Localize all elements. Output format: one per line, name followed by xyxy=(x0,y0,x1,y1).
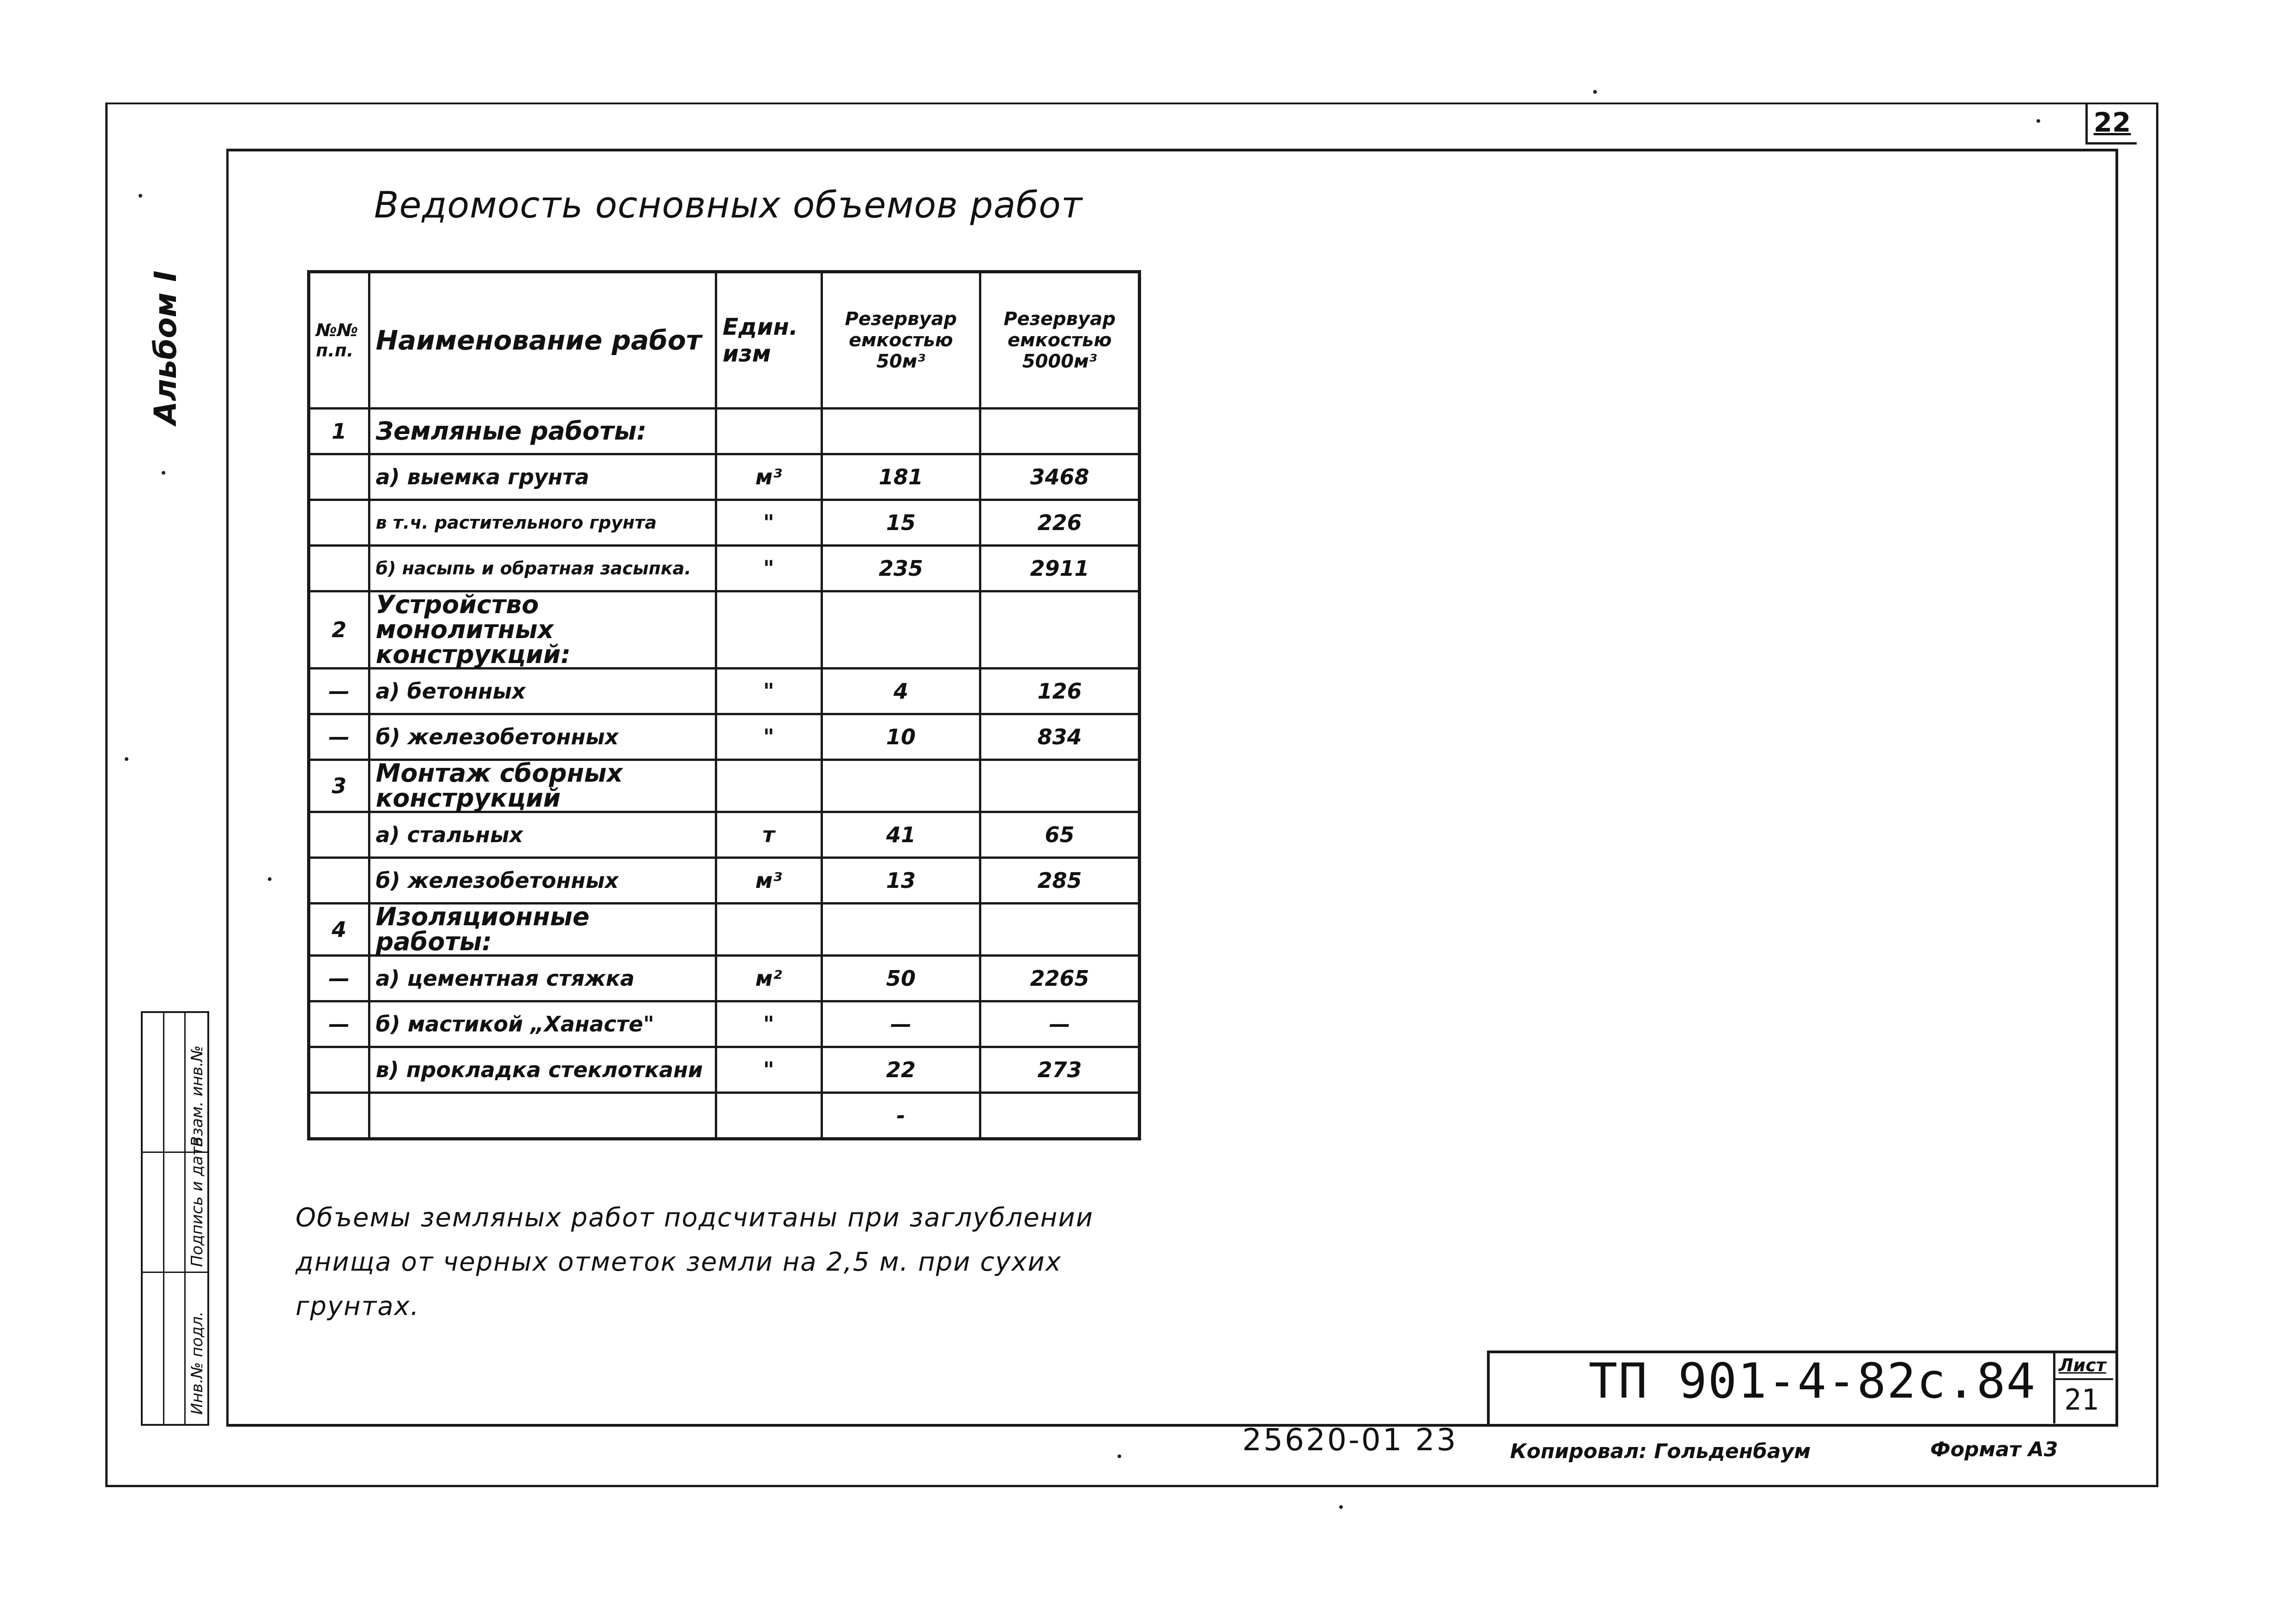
album-label: Альбом I xyxy=(148,270,183,425)
cell-reservoir-5000 xyxy=(980,760,1140,812)
cell-reservoir-5000: 65 xyxy=(980,812,1140,858)
cell-reservoir-5000 xyxy=(980,409,1140,454)
cell-reservoir-50: - xyxy=(822,1093,980,1139)
cell-reservoir-50: 10 xyxy=(822,714,980,760)
scan-speck xyxy=(162,471,165,475)
cell-reservoir-5000: — xyxy=(980,1001,1140,1047)
stamp-sign-date: Подпись и дата xyxy=(188,1137,206,1267)
note-text xyxy=(296,1196,1210,1329)
cell-num xyxy=(309,454,369,500)
sheet-divider xyxy=(2053,1378,2113,1380)
paper-format: Формат А3 xyxy=(1930,1438,2058,1461)
document-code: ТП 901-4-82с.84 xyxy=(1589,1353,2036,1409)
header-num: №№ п.п. xyxy=(309,272,369,409)
cell-reservoir-5000: 126 xyxy=(980,669,1140,714)
cell-num xyxy=(309,1093,369,1139)
table-row xyxy=(309,669,1140,714)
cell-reservoir-50: 50 xyxy=(822,956,980,1001)
cell-reservoir-50: 235 xyxy=(822,546,980,591)
cell-num: 3 xyxy=(309,760,369,812)
cell-reservoir-50: 15 xyxy=(822,500,980,546)
cell-reservoir-5000: 2265 xyxy=(980,956,1140,1001)
scan-speck xyxy=(2036,119,2040,123)
scan-speck xyxy=(1339,1505,1343,1509)
header-unit: Един. изм xyxy=(716,272,822,409)
cell-reservoir-5000 xyxy=(980,1093,1140,1139)
table-row xyxy=(309,1093,1140,1139)
cell-name xyxy=(369,1093,716,1139)
header-name: Наименование работ xyxy=(369,272,716,409)
document-title: Ведомость основных объемов работ xyxy=(374,185,1083,226)
cell-name: б) железобетонных xyxy=(369,858,716,904)
scan-speck xyxy=(139,194,142,198)
cell-name: б) мастикой „Ханасте" xyxy=(369,1001,716,1047)
note-line: днища от черных отметок земли на 2,5 м. при сухих xyxy=(296,1247,1062,1277)
cell-name: б) насыпь и обратная засыпка. xyxy=(369,546,716,591)
table-row xyxy=(309,1047,1140,1093)
cell-reservoir-50 xyxy=(822,591,980,669)
table-row xyxy=(309,591,1140,669)
cell-unit xyxy=(716,1093,822,1139)
cell-name: а) стальных xyxy=(369,812,716,858)
cell-reservoir-5000: 273 xyxy=(980,1047,1140,1093)
table-row xyxy=(309,760,1140,812)
cell-num: — xyxy=(309,956,369,1001)
cell-reservoir-50 xyxy=(822,409,980,454)
scan-speck xyxy=(125,757,128,761)
stamp-replace-inv: Взам. инв.№ xyxy=(188,1045,206,1147)
cell-name: а) выемка грунта xyxy=(369,454,716,500)
scan-speck xyxy=(268,877,272,881)
cell-reservoir-50: 4 xyxy=(822,669,980,714)
cell-name: в т.ч. растительного грунта xyxy=(369,500,716,546)
cell-reservoir-5000 xyxy=(980,904,1140,956)
table-row xyxy=(309,409,1140,454)
copied-by: Копировал: Гольденбаум xyxy=(1510,1440,1811,1463)
header-reservoir-5000: Резервуар емкостью 5000м³ xyxy=(980,272,1140,409)
cell-name: Устройство монолитных конструкций: xyxy=(369,591,716,669)
cell-name: а) бетонных xyxy=(369,669,716,714)
note-line: Объемы земляных работ подсчитаны при заглублении xyxy=(296,1203,1094,1233)
cell-num xyxy=(309,546,369,591)
cell-reservoir-50: 13 xyxy=(822,858,980,904)
table-row xyxy=(309,546,1140,591)
cell-unit: " xyxy=(716,669,822,714)
table-row xyxy=(309,956,1140,1001)
cell-num: — xyxy=(309,1001,369,1047)
approval-stamp xyxy=(141,1011,209,1426)
cell-name: а) цементная стяжка xyxy=(369,956,716,1001)
cell-reservoir-5000 xyxy=(980,591,1140,669)
cell-name: в) прокладка стеклоткани xyxy=(369,1047,716,1093)
cell-num xyxy=(309,858,369,904)
cell-unit: " xyxy=(716,1047,822,1093)
table-row xyxy=(309,500,1140,546)
cell-reservoir-5000: 834 xyxy=(980,714,1140,760)
cell-unit xyxy=(716,760,822,812)
works-volume-table xyxy=(307,270,1141,1140)
cell-unit xyxy=(716,591,822,669)
cell-unit: " xyxy=(716,714,822,760)
sheet-label: Лист xyxy=(2059,1355,2106,1375)
cell-num xyxy=(309,812,369,858)
cell-unit: т xyxy=(716,812,822,858)
cell-reservoir-50: 22 xyxy=(822,1047,980,1093)
cell-unit: " xyxy=(716,500,822,546)
note-line: грунтах. xyxy=(296,1291,420,1321)
table-header-row xyxy=(309,272,1140,409)
cell-reservoir-50: — xyxy=(822,1001,980,1047)
cell-num: 1 xyxy=(309,409,369,454)
cell-reservoir-5000: 226 xyxy=(980,500,1140,546)
scan-speck xyxy=(1593,90,1597,94)
cell-unit: м³ xyxy=(716,858,822,904)
cell-name: Земляные работы: xyxy=(369,409,716,454)
cell-num xyxy=(309,1047,369,1093)
cell-reservoir-5000: 3468 xyxy=(980,454,1140,500)
table-row xyxy=(309,812,1140,858)
cell-num xyxy=(309,500,369,546)
table-row xyxy=(309,858,1140,904)
cell-name: Изоляционные работы: xyxy=(369,904,716,956)
cell-unit: " xyxy=(716,1001,822,1047)
table-row xyxy=(309,454,1140,500)
table-row xyxy=(309,714,1140,760)
cell-reservoir-50 xyxy=(822,904,980,956)
cell-num: 4 xyxy=(309,904,369,956)
cell-unit xyxy=(716,904,822,956)
cell-reservoir-5000: 2911 xyxy=(980,546,1140,591)
cell-reservoir-5000: 285 xyxy=(980,858,1140,904)
table-row xyxy=(309,1001,1140,1047)
cell-name: б) железобетонных xyxy=(369,714,716,760)
scan-speck xyxy=(1118,1454,1121,1458)
sheet-number: 21 xyxy=(2064,1383,2099,1417)
table-row xyxy=(309,904,1140,956)
page-number: 22 xyxy=(2085,103,2137,145)
cell-unit: м³ xyxy=(716,454,822,500)
cell-unit xyxy=(716,409,822,454)
inventory-number: 25620-01 23 xyxy=(1242,1422,1458,1458)
header-reservoir-50: Резервуар емкостью 50м³ xyxy=(822,272,980,409)
cell-num: — xyxy=(309,669,369,714)
cell-num: — xyxy=(309,714,369,760)
cell-num: 2 xyxy=(309,591,369,669)
cell-reservoir-50: 181 xyxy=(822,454,980,500)
cell-reservoir-50 xyxy=(822,760,980,812)
cell-reservoir-50: 41 xyxy=(822,812,980,858)
stamp-inv-orig: Инв.№ подл. xyxy=(188,1311,206,1415)
cell-unit: м² xyxy=(716,956,822,1001)
cell-unit: " xyxy=(716,546,822,591)
cell-name: Монтаж сборных конструкций xyxy=(369,760,716,812)
